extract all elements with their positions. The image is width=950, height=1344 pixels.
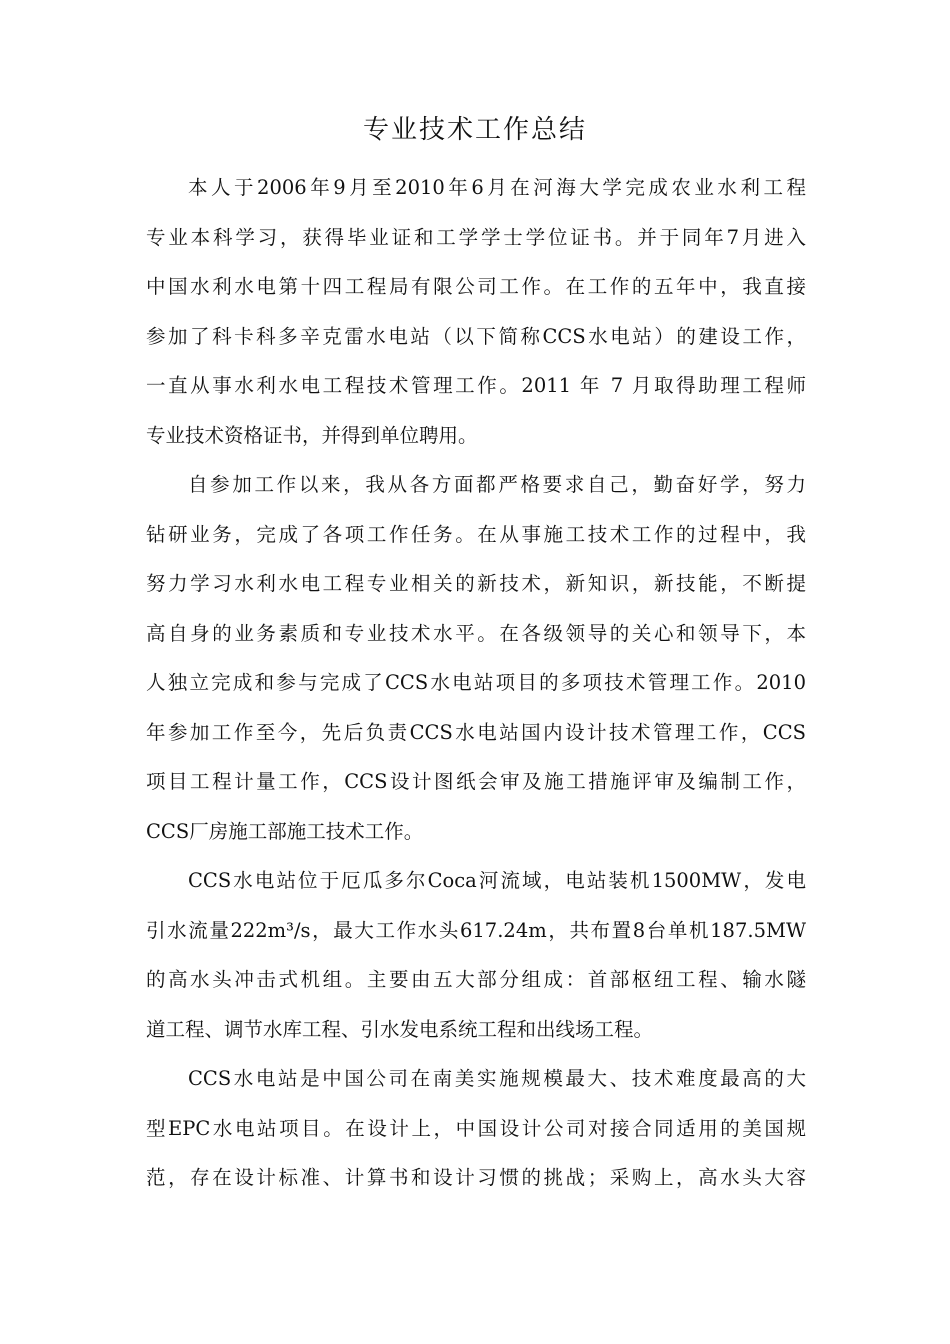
text-line: 引水流量222m³/s，最大工作水头617.24m，共布置8台单机187.5MW	[146, 918, 806, 942]
paragraph-4	[146, 1054, 806, 1203]
text-line: 钻研业务，完成了各项工作任务。在从事施工技术工作的过程中，我	[146, 522, 806, 546]
document-title: 专业技术工作总结	[362, 115, 587, 145]
text-line: 的高水头冲击式机组。主要由五大部分组成：首部枢纽工程、输水隧	[146, 968, 806, 991]
text-line: 高自身的业务素质和专业技术水平。在各级领导的关心和领导下，本	[146, 621, 806, 645]
text-line: 年参加工作至今，先后负责CCS水电站国内设计技术管理工作，CCS	[146, 720, 806, 744]
text-line: CCS水电站是中国公司在南美实施规模最大、技术难度最高的大	[188, 1067, 806, 1090]
text-line: CCS厂房施工部施工技术工作。	[146, 819, 424, 843]
text-line: 努力学习水利水电工程专业相关的新技术，新知识，新技能，不断提	[146, 572, 806, 595]
text-line: 中国水利水电第十四工程局有限公司工作。在工作的五年中，我直接	[146, 275, 806, 298]
text-line: 人独立完成和参与完成了CCS水电站项目的多项技术管理工作。2010	[146, 671, 806, 694]
text-line: 本人于2006年9月至2010年6月在河海大学完成农业水利工程	[188, 176, 806, 199]
text-line: 范，存在设计标准、计算书和设计习惯的挑战；采购上，高水头大容	[146, 1166, 806, 1189]
text-line: 专业本科学习，获得毕业证和工学学士学位证书。并于同年7月进入	[146, 225, 806, 249]
text-line: 型EPC水电站项目。在设计上，中国设计公司对接合同适用的美国规	[146, 1116, 806, 1140]
text-line: 项目工程计量工作，CCS设计图纸会审及施工措施评审及编制工作，	[146, 770, 806, 793]
text-line: 专业技术资格证书，并得到单位聘用。	[146, 423, 478, 447]
text-line: 自参加工作以来，我从各方面都严格要求自己，勤奋好学，努力	[188, 473, 806, 496]
text-line: CCS水电站位于厄瓜多尔Coca河流域，电站装机1500MW，发电	[188, 869, 806, 892]
paragraph-2	[146, 460, 806, 856]
paragraph-1	[146, 163, 806, 460]
text-line: 参加了科卡科多辛克雷水电站（以下简称CCS水电站）的建设工作，	[146, 324, 806, 348]
text-line: 道工程、调节水库工程、引水发电系统工程和出线场工程。	[146, 1017, 654, 1041]
paragraph-3	[146, 856, 806, 1054]
document-body	[146, 163, 806, 1203]
text-line: 一直从事水利水电工程技术管理工作。2011 年 7 月取得助理工程师	[146, 374, 806, 397]
